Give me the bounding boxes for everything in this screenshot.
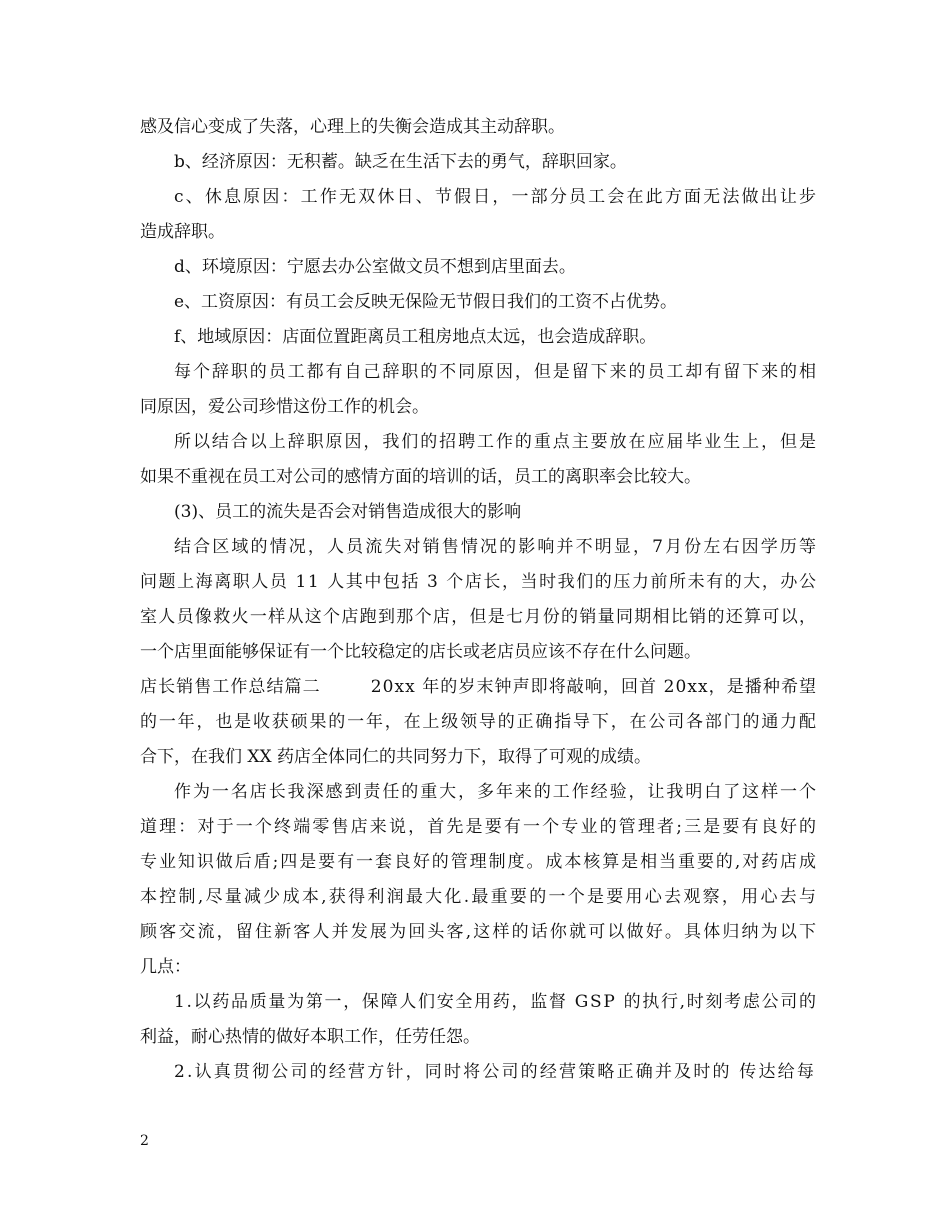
text-line: 作为一名店长我深感到责任的重大，多年来的工作经验，让我明白了这样一个 [174,782,818,802]
text-line: f、地域原因：店面位置距离员工租房地点太远，也会造成辞职。 [174,327,657,347]
document-body [140,110,819,1090]
text-line: e、工资原因：有员工会反映无保险无节假日我们的工资不占优势。 [174,292,678,312]
text-line: 专业知识做后盾;四是要有一套良好的管理制度。成本核算是相当重要的,对药店成 [140,852,818,872]
text-line: 所以结合以上辞职原因，我们的招聘工作的重点主要放在应届毕业生上，但是 [174,432,818,452]
text-line: 利益，耐心热情的做好本职工作，任劳任怨。 [140,1027,480,1047]
text-line: 结合区域的情况，人员流失对销售情况的影响并不明显，7月份左右因学历等 [174,537,819,557]
text-line [140,670,816,705]
text-line: 感及信心变成了失落，心理上的失衡会造成其主动辞职。 [140,117,565,137]
text-segment: 20xx 年的岁末钟声即将敲响，回首 20xx，是播种希望 [370,677,818,697]
text-line: 的一年，也是收获硕果的一年，在上级领导的正确指导下，在公司各部门的通力配 [140,712,818,732]
text-line: 同原因，爱公司珍惜这份工作的机会。 [140,397,429,417]
text-line: b、经济原因：无积蓄。缺乏在生活下去的勇气，辞职回家。 [174,152,627,172]
text-line: 合下，在我们 XX 药店全体同仁的共同努力下，取得了可观的成绩。 [140,747,652,767]
text-line: d、环境原因：宁愿去办公室做文员不想到店里面去。 [174,257,576,277]
text-line: 一个店里面能够保证有一个比较稳定的店长或老店员应该不存在什么问题。 [140,642,701,662]
text-line: 几点： [140,957,191,977]
page-number: 2 [140,1133,149,1149]
text-line: c、休息原因：工作无双休日、节假日，一部分员工会在此方面无法做出让步 [174,187,819,207]
text-line: 2.认真贯彻公司的经营方针，同时将公司的经营策略正确并及时的 传达给每 [174,1062,816,1082]
section-heading: 店长销售工作总结篇二 [140,677,321,697]
text-line: 道理：对于一个终端零售店来说，首先是要有一个专业的管理者;三是要有良好的 [140,817,819,837]
text-line: 如果不重视在员工对公司的感情方面的培训的话，员工的离职率会比较大。 [140,467,701,487]
text-line: 造成辞职。 [140,222,225,242]
text-line: 室人员像救火一样从这个店跑到那个店，但是七月份的销量同期相比销的还算可以， [140,607,818,627]
text-line: (3)、员工的流失是否会对销售造成很大的影响 [174,502,522,522]
text-line: 每个辞职的员工都有自己辞职的不同原因，但是留下来的员工却有留下来的相 [174,362,818,382]
text-line: 问题上海离职人员 11 人其中包括 3 个店长，当时我们的压力前所未有的大，办公 [140,572,818,592]
text-line: 顾客交流，留住新客人并发展为回头客,这样的话你就可以做好。具体归纳为以下 [140,922,819,942]
text-line: 本控制,尽量减少成本,获得利润最大化.最重要的一个是要用心去观察，用心去与 [140,887,819,907]
text-line: 1.以药品质量为第一，保障人们安全用药，监督 GSP 的执行,时刻考虑公司的 [174,992,818,1012]
